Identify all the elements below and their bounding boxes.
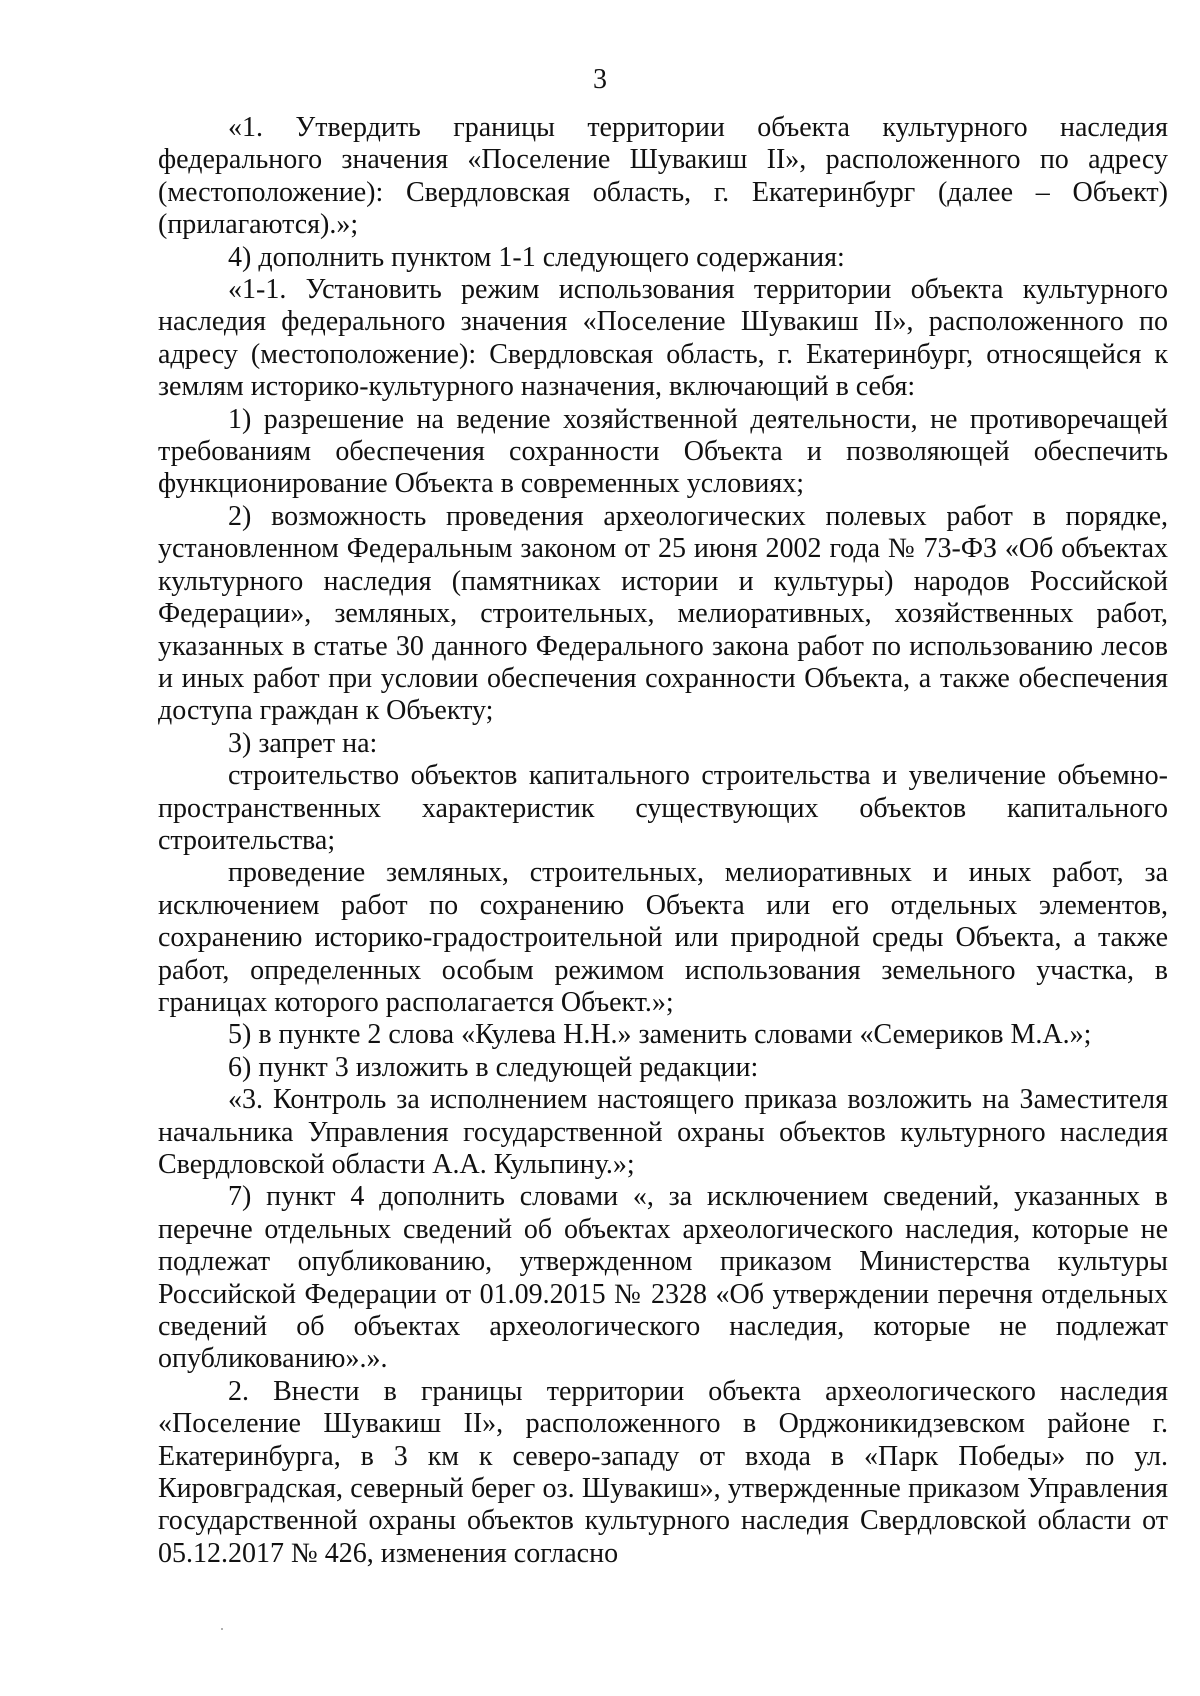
page-number: 3 [593,64,607,95]
paragraph-regime: «1-1. Установить режим использования территории объекта культурного наследия федерального значения «Поселение Шувакиш II», расположенного по адресу (местоположение): Свердловская область, г. Екатеринбург, относящейся к землям историко-культурного назначения, включающий в себя: [158,274,1168,403]
paragraph-prohibition-3: 3) запрет на: [228,727,378,759]
paragraph-item-7: 7) пункт 4 дополнить словами «, за исключением сведений, указанных в перечне отдельных сведений об объектах археологического наследия, которые не подлежат опубликованию, утвержденном приказом Министерства культуры Российской Федерации от 01.09.2015 № 2328 «Об утверждении перечня отдельных сведений об объектах археологического наследия, которые не подлежат опубликованию».». [158,1181,1168,1375]
scan-speck [221,1628,223,1630]
paragraph-permission-2: 2) возможность проведения археологических полевых работ в порядке, установленном Федеральным законом от 25 июня 2002 года № 73-ФЗ «Об объектах культурного наследия (памятниках истории и культуры) народов Российской Федерации», земляных, строительных, мелиоративных, хозяйственных работ, указанных в статье 30 данного Федерального закона работ по использованию лесов и иных работ при условии обеспечения сохранности Объекта, а также обеспечения доступа граждан к Объекту; [158,500,1168,727]
paragraph-item-6: 6) пункт 3 изложить в следующей редакции: [228,1051,759,1083]
paragraph-control: «3. Контроль за исполнением настоящего приказа возложить на Заместителя начальника Управления государственной охраны объектов культурного наследия Свердловской области А.А. Кульпину.»; [158,1084,1168,1180]
paragraph-prohibition-construction: строительство объектов капитального строительства и увеличение объемно-пространственных характеристик существующих объектов капитального строительства; [158,760,1168,856]
paragraph-permission-1: 1) разрешение на ведение хозяйственной деятельности, не противоречащей требованиям обеспечения сохранности Объекта и позволяющей обеспечить функционирование Объекта в современных условиях; [158,403,1168,500]
paragraph-section-2: 2. Внести в границы территории объекта археологического наследия «Поселение Шувакиш II», расположенного в Орджоникидзевском районе г. Екатеринбурга, в 3 км к северо-западу от входа в «Парк Победы» по ул. Кировградская, северный берег оз. Шувакиш», утвержденные приказом Управления государственной охраны объектов культурного наследия Свердловской области от 05.12.2017 № 426, изменения согласно [158,1375,1168,1569]
paragraph-item-4: 4) дополнить пунктом 1-1 следующего содержания: [228,241,845,273]
paragraph-prohibition-works: проведение земляных, строительных, мелиоративных и иных работ, за исключением работ по сохранению Объекта или его отдельных элементов, сохранению историко-градостроительной или природной среды Объекта, а также работ, определенных особым режимом использования земельного участка, в границах которого располагается Объект.»; [158,857,1168,1018]
paragraph-item-5: 5) в пункте 2 слова «Кулева Н.Н.» заменить словами «Семериков М.А.»; [228,1019,1092,1051]
document-body [158,112,1168,1570]
paragraph-approve-boundaries: «1. Утвердить границы территории объекта культурного наследия федерального значения «Поселение Шувакиш II», расположенного по адресу (местоположение): Свердловская область, г. Екатеринбург (далее – Объект) (прилагаются).»; [158,112,1168,241]
